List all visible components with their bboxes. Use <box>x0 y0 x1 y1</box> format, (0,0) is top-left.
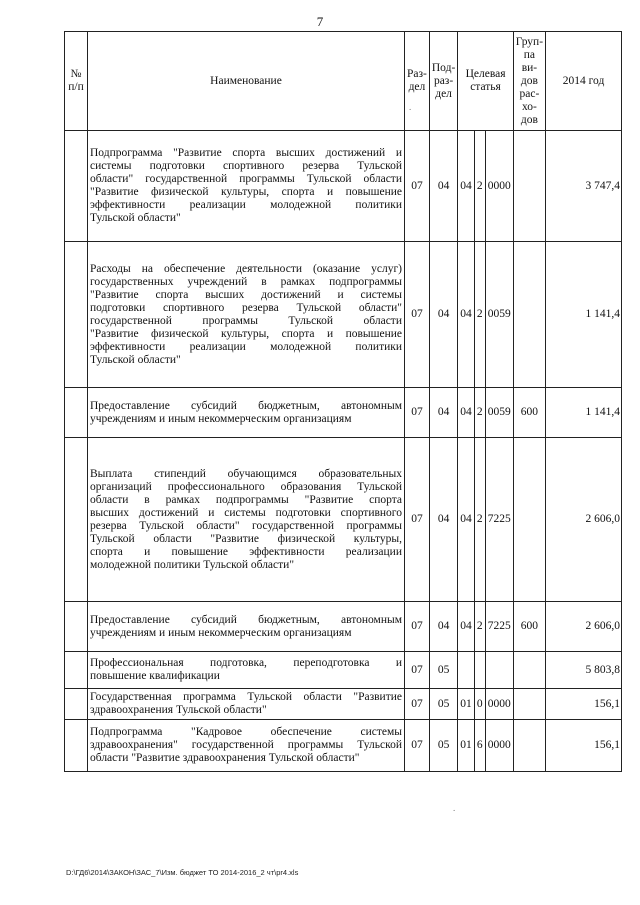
row-vid-rashodov-cell <box>513 720 545 772</box>
name-line: здравоохранения" государственной программы Тульской <box>90 739 402 751</box>
row-podrazdel-cell: 05 <box>429 652 457 689</box>
name-line: резерва Тульской области" государственной программы <box>90 519 402 532</box>
row-num-cell <box>65 689 88 720</box>
name-line: эффективности реализации молодежной политики <box>90 199 402 211</box>
row-razdel-cell: 07 <box>405 652 430 689</box>
row-cs2-cell: 0 <box>474 689 485 720</box>
scan-dot: . <box>409 102 412 112</box>
row-cs1-cell: 04 <box>458 438 475 602</box>
name-line: Тульской области" <box>90 353 181 366</box>
table-row <box>65 438 622 602</box>
name-line: "Развитие спорта высших достижений и системы <box>90 288 402 301</box>
row-razdel-cell: 07 <box>405 388 430 438</box>
row-podrazdel-cell: 05 <box>429 689 457 720</box>
row-vid-rashodov-cell <box>513 438 545 602</box>
header-name: Наименование <box>88 32 405 131</box>
table-row <box>65 242 622 388</box>
name-line: Выплата стипендий обучающимся образовательных <box>90 467 402 480</box>
header-celevaya-statya: Целевая статья <box>458 32 514 131</box>
row-razdel-cell: 07 <box>405 242 430 388</box>
row-amount-cell: 2 606,0 <box>546 438 622 602</box>
row-cs1-cell: 04 <box>458 131 475 242</box>
row-cs3-cell: 0059 <box>485 388 513 438</box>
name-line: Расходы на обеспечение деятельности (оказание услуг) <box>90 262 402 275</box>
name-line: Подпрограмма "Кадровое обеспечение системы <box>90 726 402 738</box>
row-num-cell <box>65 131 88 242</box>
table-row <box>65 689 622 720</box>
name-line: организаций профессионального образования Тульской <box>90 480 402 493</box>
name-line: Предоставление субсидий бюджетным, автономным <box>90 399 402 412</box>
name-line: Подпрограмма "Развитие спорта высших достижений и <box>90 147 402 159</box>
row-vid-rashodov-cell <box>513 652 545 689</box>
name-line: повышение квалификации <box>90 670 220 682</box>
table-row <box>65 388 622 438</box>
name-line: "Развитие физической культуры, спорта и повышение <box>90 327 402 340</box>
row-cs3-cell <box>485 652 513 689</box>
row-podrazdel-cell: 05 <box>429 720 457 772</box>
name-line: здравоохранения Тульской области" <box>90 704 267 716</box>
row-cs3-cell: 7225 <box>485 602 513 652</box>
row-num-cell <box>65 242 88 388</box>
file-path-footer: D:\ГД6\2014\ЗАКОН\ЗАС_7\Изм. бюджет ТО 2014-2016_2 чт\pr4.xls <box>66 868 299 877</box>
row-num-cell <box>65 388 88 438</box>
table-row <box>65 602 622 652</box>
name-line: "Развитие физической культуры, спорта и повышение <box>90 186 402 198</box>
row-name-cell <box>88 242 405 388</box>
row-cs2-cell: 2 <box>474 131 485 242</box>
row-vid-rashodov-cell <box>513 242 545 388</box>
budget-table <box>64 31 622 772</box>
row-cs1-cell: 01 <box>458 689 475 720</box>
name-line: государственной программы Тульской области <box>90 314 402 327</box>
name-line: высших достижений и системы подготовки спортивного <box>90 506 402 519</box>
header-podrazdel: Под- раз- дел <box>429 32 457 131</box>
row-cs3-cell: 7225 <box>485 438 513 602</box>
name-line: молодежной политики Тульской области" <box>90 558 295 571</box>
row-cs2-cell: 6 <box>474 720 485 772</box>
row-cs3-cell: 0059 <box>485 242 513 388</box>
name-line: области в рамках подпрограммы "Развитие спорта <box>90 493 402 506</box>
row-name-cell <box>88 438 405 602</box>
row-vid-rashodov-cell <box>513 131 545 242</box>
name-line: учреждениям и иным некоммерческим организациям <box>90 626 352 639</box>
name-line: Предоставление субсидий бюджетным, автономным <box>90 613 402 626</box>
header-razdel: Раз- дел <box>405 32 430 131</box>
table-row <box>65 652 622 689</box>
row-num-cell <box>65 602 88 652</box>
row-cs2-cell: 2 <box>474 602 485 652</box>
row-razdel-cell: 07 <box>405 720 430 772</box>
row-cs1-cell: 04 <box>458 388 475 438</box>
row-num-cell <box>65 652 88 689</box>
row-cs1-cell <box>458 652 475 689</box>
name-line: подготовки спортивного резерва Тульской области" <box>90 301 402 314</box>
row-name-cell <box>88 388 405 438</box>
row-razdel-cell: 07 <box>405 602 430 652</box>
row-podrazdel-cell: 04 <box>429 242 457 388</box>
row-name-cell <box>88 720 405 772</box>
header-num: № п/п <box>65 32 88 131</box>
row-amount-cell: 156,1 <box>546 689 622 720</box>
name-line: области" государственной программы Тульской области <box>90 173 402 185</box>
name-line: Государственная программа Тульской области "Развитие <box>90 691 402 703</box>
row-amount-cell: 156,1 <box>546 720 622 772</box>
row-vid-rashodov-cell <box>513 689 545 720</box>
row-podrazdel-cell: 04 <box>429 438 457 602</box>
row-cs2-cell: 2 <box>474 242 485 388</box>
table-row <box>65 720 622 772</box>
scan-dot: . <box>453 803 456 813</box>
row-cs3-cell: 0000 <box>485 131 513 242</box>
row-name-cell <box>88 689 405 720</box>
row-cs3-cell: 0000 <box>485 689 513 720</box>
row-razdel-cell: 07 <box>405 131 430 242</box>
table-row <box>65 131 622 242</box>
row-name-cell <box>88 602 405 652</box>
row-amount-cell: 1 141,4 <box>546 388 622 438</box>
name-line: учреждениям и иным некоммерческим организациям <box>90 412 352 425</box>
row-cs1-cell: 04 <box>458 602 475 652</box>
row-name-cell <box>88 652 405 689</box>
row-num-cell <box>65 438 88 602</box>
row-razdel-cell: 07 <box>405 689 430 720</box>
row-num-cell <box>65 720 88 772</box>
name-line: Профессиональная подготовка, переподготовка и <box>90 657 402 669</box>
row-amount-cell: 1 141,4 <box>546 242 622 388</box>
row-amount-cell: 2 606,0 <box>546 602 622 652</box>
row-cs1-cell: 04 <box>458 242 475 388</box>
row-vid-rashodov-cell: 600 <box>513 602 545 652</box>
name-line: системы подготовки спортивного резерва Тульской <box>90 160 402 172</box>
name-line: Тульской области" <box>90 212 181 224</box>
header-year: 2014 год <box>546 32 622 131</box>
row-cs3-cell: 0000 <box>485 720 513 772</box>
header-gruppa-vidov: Груп- па ви- дов рас- хо- дов <box>513 32 545 131</box>
row-razdel-cell: 07 <box>405 438 430 602</box>
name-line: эффективности реализации молодежной политики <box>90 340 402 353</box>
row-podrazdel-cell: 04 <box>429 388 457 438</box>
row-cs2-cell: 2 <box>474 438 485 602</box>
row-podrazdel-cell: 04 <box>429 131 457 242</box>
name-line: области "Развитие здравоохранения Тульской области" <box>90 752 360 764</box>
row-amount-cell: 3 747,4 <box>546 131 622 242</box>
page-number: 7 <box>316 14 324 29</box>
row-cs2-cell <box>474 652 485 689</box>
row-cs1-cell: 01 <box>458 720 475 772</box>
name-line: государственных учреждений в рамках подпрограммы <box>90 275 402 288</box>
row-podrazdel-cell: 04 <box>429 602 457 652</box>
row-name-cell <box>88 131 405 242</box>
name-line: спорта и повышение эффективности реализации <box>90 545 402 558</box>
table-header-row <box>65 32 622 131</box>
name-line: Тульской области "Развитие физической культуры, <box>90 532 402 545</box>
row-vid-rashodov-cell: 600 <box>513 388 545 438</box>
row-amount-cell: 5 803,8 <box>546 652 622 689</box>
table-body <box>65 32 622 772</box>
row-cs2-cell: 2 <box>474 388 485 438</box>
